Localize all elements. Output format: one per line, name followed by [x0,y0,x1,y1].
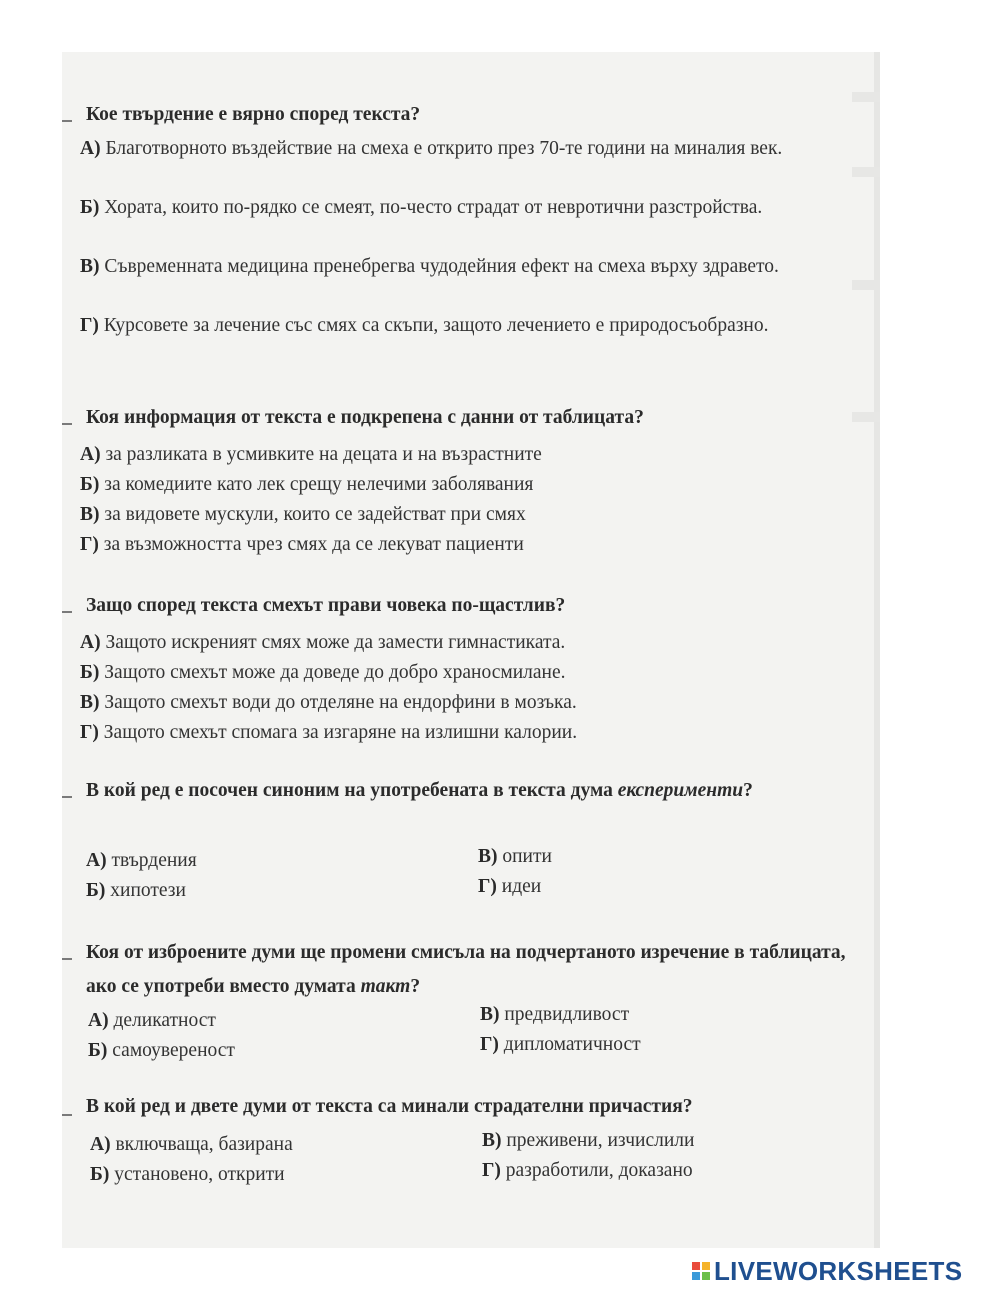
answer-blank[interactable] [62,423,72,425]
option-c[interactable]: В) опити [478,846,552,867]
answer-blank[interactable] [62,958,72,960]
option-c[interactable]: В) предвидливост [480,1004,630,1025]
bleed-through [852,280,880,290]
answer-blank[interactable] [62,796,72,798]
page-edge [874,52,880,1248]
brand-name: LIVEWORKSHEETS [714,1255,963,1286]
answer-blank[interactable] [62,611,72,613]
option-a[interactable]: А) включваща, базирана [90,1134,293,1155]
option-c[interactable]: В) Защото смехът води до отделяне на ендорфини в мозъка. [80,692,577,713]
option-a[interactable]: А) Благотворното въздействие на смеха е открито през 70-те години на миналия век. [80,138,783,159]
answer-blank[interactable] [62,120,72,122]
option-c[interactable]: В) Съвременната медицина пренебрегва чудодейния ефект на смеха върху здравето. [80,256,779,277]
liveworksheets-logo-icon [692,1262,710,1280]
option-d[interactable]: Г) разработили, доказано [482,1160,693,1181]
option-b[interactable]: Б) хипотези [86,880,186,901]
option-a[interactable]: А) Защото искреният смях може да замести гимнастиката. [80,632,566,653]
option-d[interactable]: Г) за възможността чрез смях да се лекуват пациенти [80,534,524,555]
question-text: Коя информация от текста е подкрепена с данни от таблицата? [86,407,644,428]
option-b[interactable]: Б) Хората, които по-рядко се смеят, по-често страдат от невротични разстройства. [80,197,763,218]
question-text: Защо според текста смехът прави човека по-щастлив? [86,595,566,616]
bleed-through [852,167,880,177]
option-b[interactable]: Б) за комедиите като лек срещу нелечими заболявания [80,474,534,495]
option-b[interactable]: Б) установено, открити [90,1164,285,1185]
question-text: Кое твърдение е вярно според текста? [86,104,421,125]
option-d[interactable]: Г) дипломатичност [480,1034,641,1055]
liveworksheets-logo[interactable] [692,1256,962,1286]
option-c[interactable]: В) преживени, изчислили [482,1130,695,1151]
worksheet-page [62,52,880,1248]
option-a[interactable]: А) за разликата в усмивките на децата и на възрастните [80,444,542,465]
question-text: В кой ред и двете думи от текста са минали страдателни причастия? [86,1096,693,1117]
option-b[interactable]: Б) самоувереност [88,1040,235,1061]
option-d[interactable]: Г) идеи [478,876,542,897]
option-d[interactable]: Г) Защото смехът спомага за изгаряне на излишни калории. [80,722,578,743]
option-a[interactable]: А) твърдения [86,850,197,871]
option-a[interactable]: А) деликатност [88,1010,216,1031]
option-d[interactable]: Г) Курсовете за лечение със смях са скъпи, защото лечението е природосъобразно. [80,315,769,336]
option-b[interactable]: Б) Защото смехът може да доведе до добро храносмилане. [80,662,566,683]
answer-blank[interactable] [62,1114,72,1116]
question-text: В кой ред е посочен синоним на употребената в текста дума експерименти? [86,780,753,801]
option-c[interactable]: В) за видовете мускули, които се задействат при смях [80,504,526,525]
question-text: Коя от изброените думи ще промени смисъла на подчертаното изречение в таблицата, ако се употреби вместо думата такт? [86,942,846,997]
